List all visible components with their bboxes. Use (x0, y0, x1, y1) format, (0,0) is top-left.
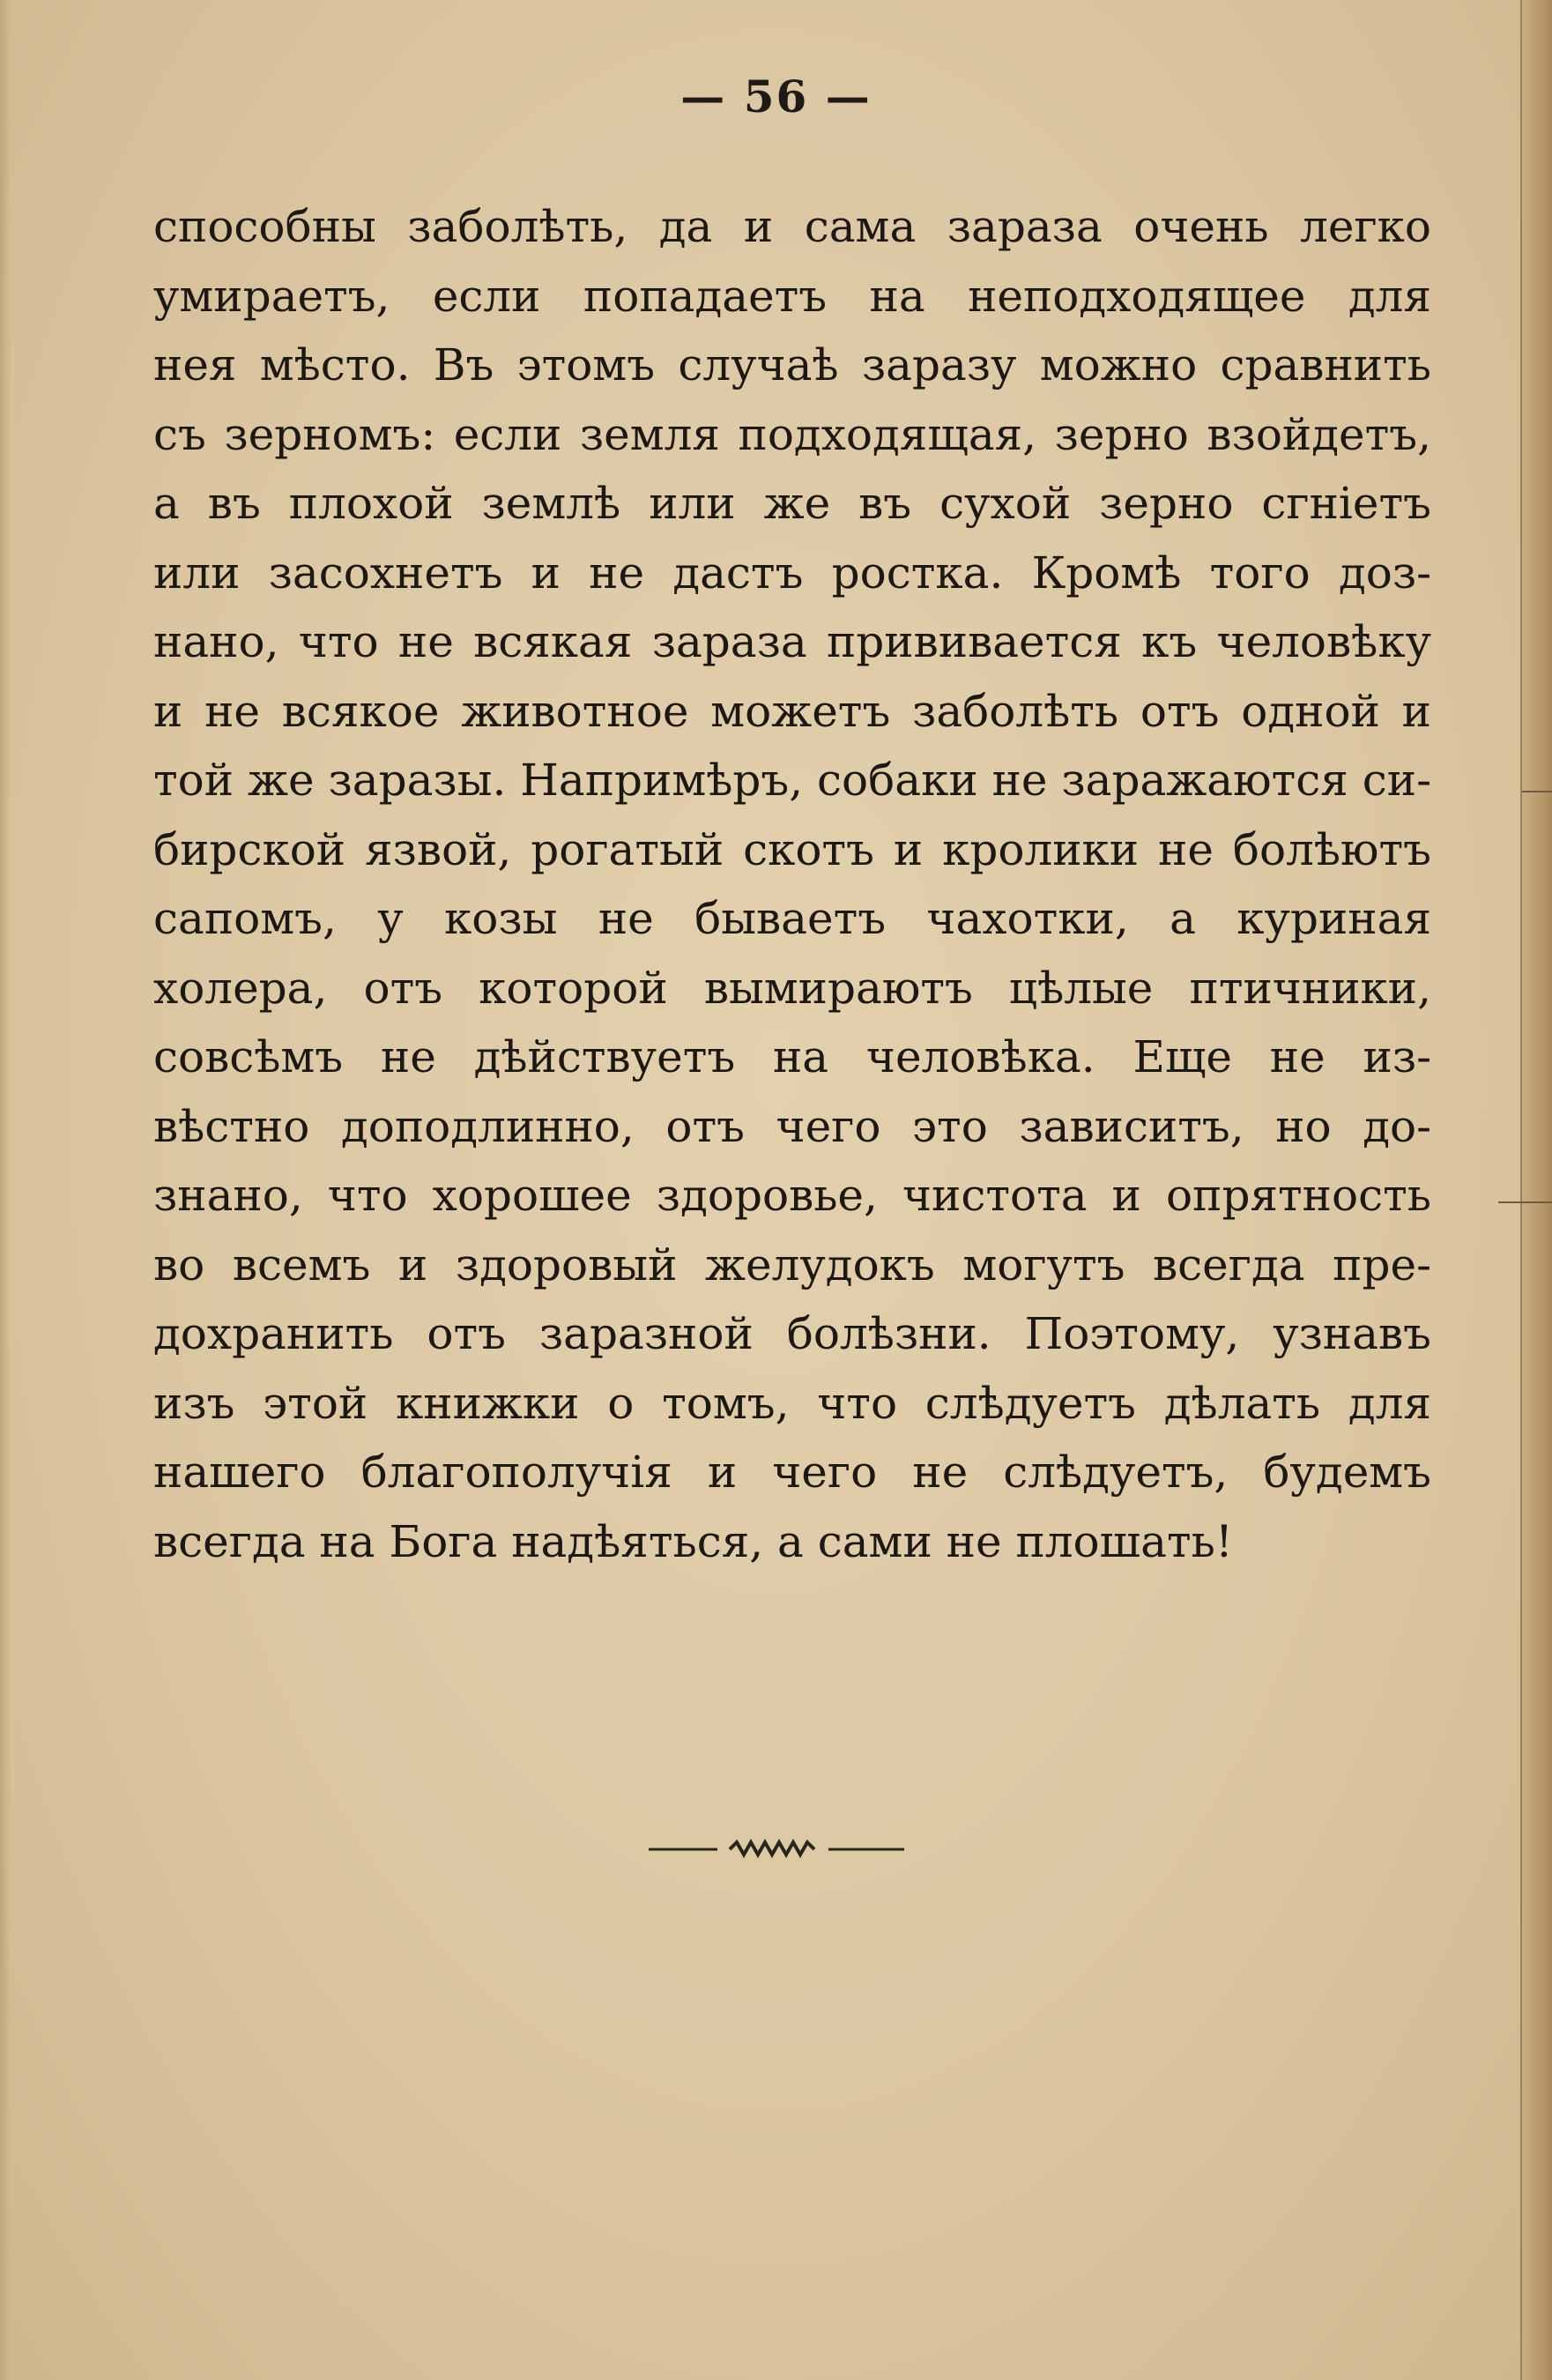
text-line: знано, что хорошее здоровье, чистота и опрятность (153, 1170, 1431, 1221)
tailpiece-ornament-svg (649, 1835, 904, 1862)
margin-mark (1522, 791, 1552, 792)
body-text (153, 192, 1431, 1576)
text-line: способны заболѣть, да и сама зараза очень легко (153, 201, 1431, 252)
text-line: умираетъ, если попадаетъ на неподходящее для (153, 270, 1431, 322)
text-line: а въ плохой землѣ или же въ сухой зерно сгніетъ (153, 478, 1431, 529)
text-line: сапомъ, у козы не бываетъ чахотки, а куриная (153, 893, 1431, 944)
text-line-last: всегда на Бога надѣяться, а сами не плошать! (153, 1515, 1233, 1567)
tailpiece-ornament-icon (0, 1835, 1552, 1862)
page-edge-right (1520, 0, 1552, 2380)
margin-mark (1498, 1201, 1552, 1203)
text-line: во всемъ и здоровый желудокъ могутъ всегда пре- (153, 1238, 1431, 1290)
text-line: изъ этой книжки о томъ, что слѣдуетъ дѣлать для (153, 1377, 1431, 1429)
text-line: совсѣмъ не дѣйствуетъ на человѣка. Еще не из- (153, 1031, 1431, 1082)
page-edge-left (0, 0, 11, 2380)
text-line: бирской язвой, рогатый скотъ и кролики не болѣютъ (153, 823, 1431, 875)
ornament-zigzag (730, 1842, 814, 1855)
text-line: той же заразы. Напримѣръ, собаки не заражаются си- (153, 755, 1431, 806)
text-line: вѣстно доподлинно, отъ чего это зависитъ, но до- (153, 1100, 1431, 1152)
text-line: нея мѣсто. Въ этомъ случаѣ заразу можно сравнить (153, 339, 1431, 390)
text-line: съ зерномъ: если земля подходящая, зерно взойдетъ, (153, 408, 1431, 460)
text-line: и не всякое животное можетъ заболѣть отъ одной и (153, 685, 1431, 737)
text-line: дохранить отъ заразной болѣзни. Поэтому, узнавъ (153, 1308, 1431, 1359)
text-line: или засохнетъ и не дастъ ростка. Кромѣ того доз- (153, 547, 1431, 599)
text-line: нано, что не всякая зараза прививается къ человѣку (153, 616, 1431, 667)
text-line: холера, отъ которой вымираютъ цѣлые птичники, (153, 962, 1431, 1014)
page-number: — 56 — (680, 71, 872, 123)
text-line: нашего благополучія и чего не слѣдуетъ, будемъ (153, 1447, 1431, 1498)
